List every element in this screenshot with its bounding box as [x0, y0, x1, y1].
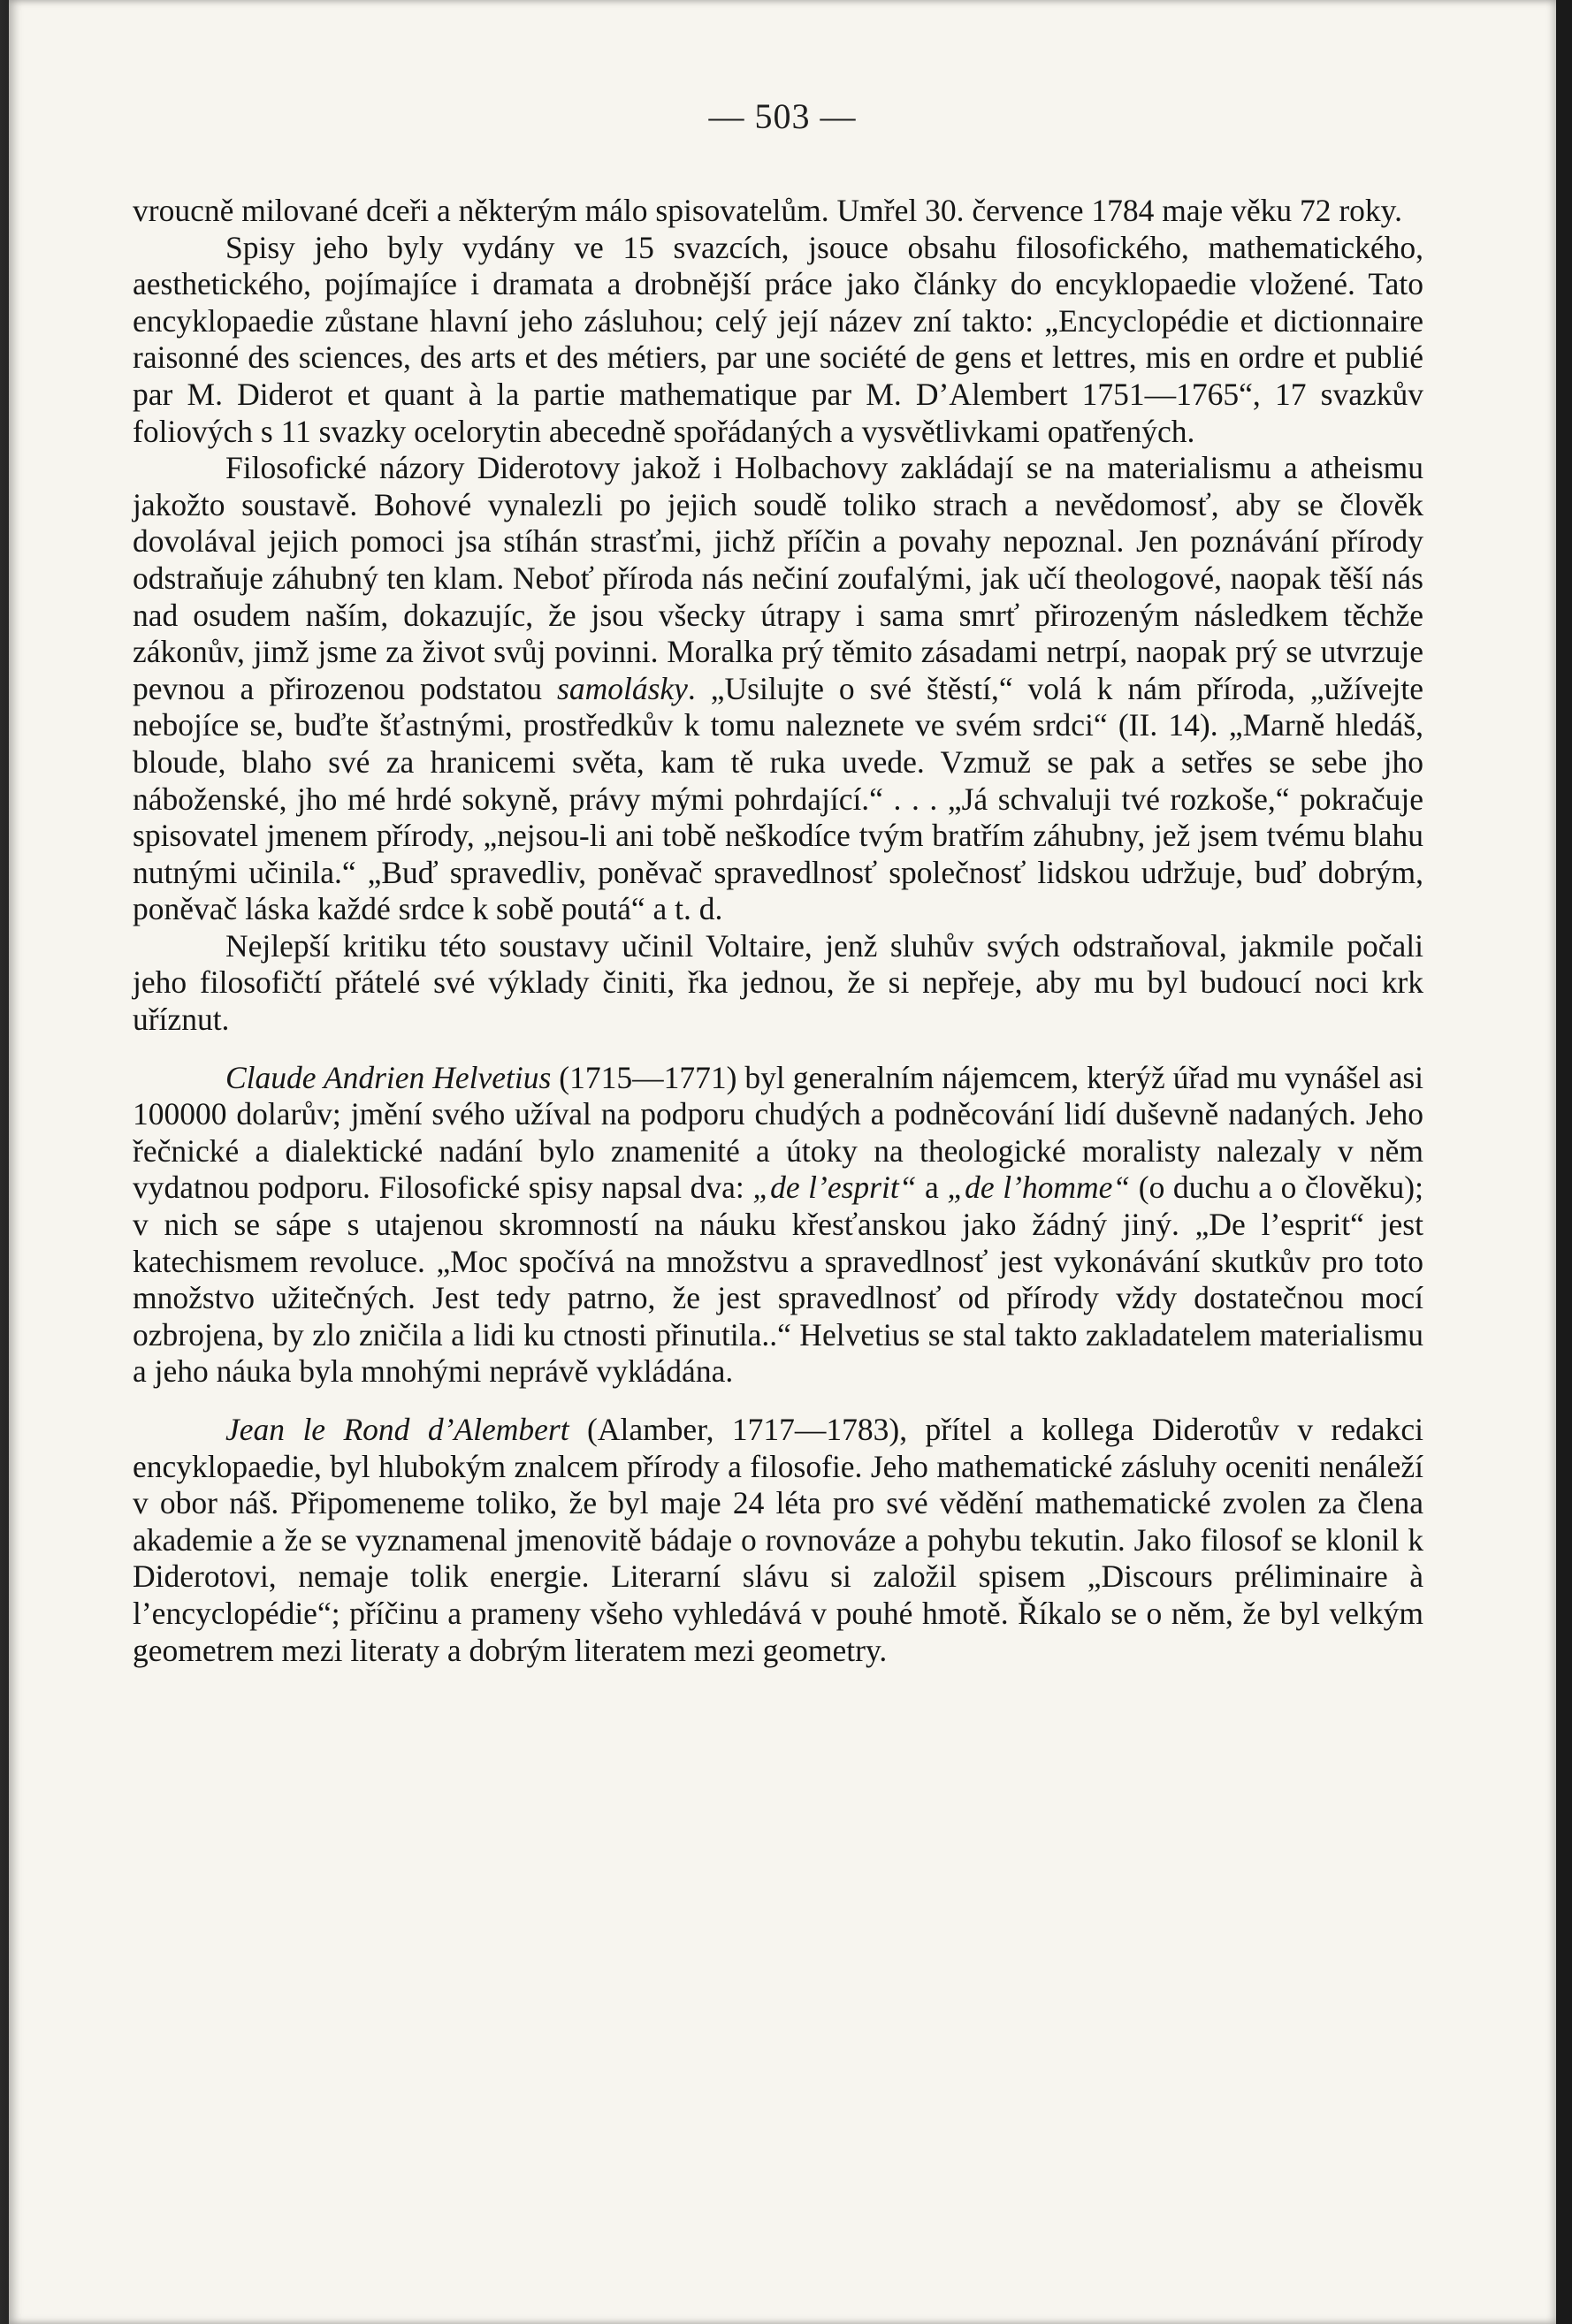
body-text: [133, 193, 1423, 1669]
text-run: (o duchu a o člověku); v nich se sápe s utajenou skromností na náuku křesťanskou jako žádný jiný. „De l’esprit“ jest katechismem revoluce. „Moc spočívá na množstvu a spravedlnosť jest vykonávání skutkův pro toto množstvo užitečných. Jest tedy patrno, že jest spravedlnosť od přírody vždy dostatečnou mocí ozbrojena, by zlo zničila a lidi ku ctnosti přinutila..“ Helvetius se stal takto zakladatelem materialismu a jeho náuka byla mnohými neprávě vykládána.: [133, 1170, 1423, 1390]
paragraph-2: [133, 230, 1423, 451]
text-run: Nejlepší kritiku této soustavy učinil Voltaire, jenž sluhův svých odstraňoval, jakmile počali jeho filosofičtí přátelé své výklady činiti, řka jednou, že si nepřeje, aby mu byl budoucí noci krk uříznut.: [133, 927, 1423, 1038]
text-run: Filosofické názory Diderotovy jakož i Holbachovy zakládají se na materialismu a atheismu jakožto soustavě. Bohové vynalezli po jejich soudě toliko strach a nevědomosť, aby se člověk dovolával jejich pomoci jsa stíhán strasťmi, jichž příčin a povahy nepoznal. Jen poznávání přírody odstraňuje záhubný ten klam. Neboť příroda nás nečiní zoufalými, jak učí theologové, naopak těší nás nad osudem naším, dokazujíc, že jsou všecky útrapy i sama smrť přirozeným následkem těchže zákonův, jimž jsme za život svůj povinni. Moralka prý těmito zásadami netrpí, naopak prý se utvrzuje pevnou a přirozenou podstatou: [133, 450, 1423, 706]
italic-text: samolásky: [557, 670, 688, 706]
page-number: — 503 —: [708, 96, 857, 136]
paragraph-1: [133, 193, 1423, 230]
italic-text: Claude Andrien Helvetius: [225, 1059, 552, 1095]
text-run: (Alamber, 1717—1783), přítel a kollega Diderotův v redakci encyklopaedie, byl hlubokým znalcem přírody a filosofie. Jeho mathematické zásluhy oceniti nenáleží v obor náš. Připomeneme toliko, že byl maje 24 léta pro své vědění mathematické zvolen za člena akademie a že se vyznamenal jmenovitě bádaje o rovnováze a pohybu tekutin. Jako filosof se klonil k Diderotovi, nemaje tolik energie. Literarní slávu si založil spisem „Discours préliminaire à l’encyclopédie“; příčinu a prameny všeho vyhledává v pouhé hmotě. Říkalo se o něm, že byl velkým geometrem mezi literaty a dobrým literatem mezi geometry.: [133, 1412, 1423, 1668]
italic-text: Jean le Rond d’Alembert: [225, 1412, 569, 1447]
text-run: Spisy jeho byly vydány ve 15 svazcích, jsouce obsahu filosofického, mathematického, aesthetického, pojímajíce i dramata a drobnější práce jako články do encyklopaedie vložené. Tato encyklopaedie zůstane hlavní jeho zásluhou; celý její název zní takto: „Encyclopédie et dictionnaire raisonné des sciences, des arts et des métiers, par une société de gens et lettres, mis en ordre et publié par M. Diderot et quant à la partie mathematique par M. D’Alembert 1751—1765“, 17 svazkův foliových s 11 svazky ocelorytin abecedně spořádaných a vysvětlivkami opatřených.: [133, 229, 1423, 449]
italic-text: „de l’homme“: [947, 1170, 1131, 1206]
paragraph-6: [133, 1412, 1423, 1669]
text-run: vroucně milované dceři a některým málo spisovatelům. Umřel 30. července 1784 maje věku 72 roky.: [133, 193, 1402, 228]
italic-text: „de l’esprit“: [752, 1170, 917, 1206]
text-run: a: [916, 1170, 948, 1206]
text-run: (1715—1771) byl generalním nájemcem, kterýž úřad mu vynášel asi 100000 dolarův; jmění svého užíval na podporu chudých a podněcování lidí duševně nadaných. Jeho řečnické a dialektické nadání bylo znamenité a útoky na theologické moralisty nalezaly v něm vydatnou podporu. Filosofické spisy napsal dva:: [133, 1059, 1423, 1206]
paragraph-4: [133, 928, 1423, 1039]
paragraph-5: [133, 1060, 1423, 1391]
paragraph-3: [133, 450, 1423, 928]
book-page: [9, 0, 1556, 2324]
text-run: . „Usilujte o své štěstí,“ volá k nám příroda, „užívejte nebojíce se, buďte šťastnými, prostředkův k tomu naleznete ve svém srdci“ (II. 14). „Marně hledáš, bloude, blaho své za hranicemi světa, kam tě ruka uvede. Vzmuž se pak a setřes se sebe jho náboženské, jho mé hrdé sokyně, právy mými pohrdající.“ . . . „Já schvaluji tvé rozkoše,“ pokračuje spisovatel jmenem přírody, „nejsou-li ani tobě neškodíce tvým bratřím záhubny, jež jsem tvému blahu nutnými učinila.“ „Buď spravedliv, poněvač spravedlnosť společnosť lidskou udržuje, buď dobrým, poněvač láska každé srdce k sobě poutá“ a t. d.: [133, 670, 1423, 927]
